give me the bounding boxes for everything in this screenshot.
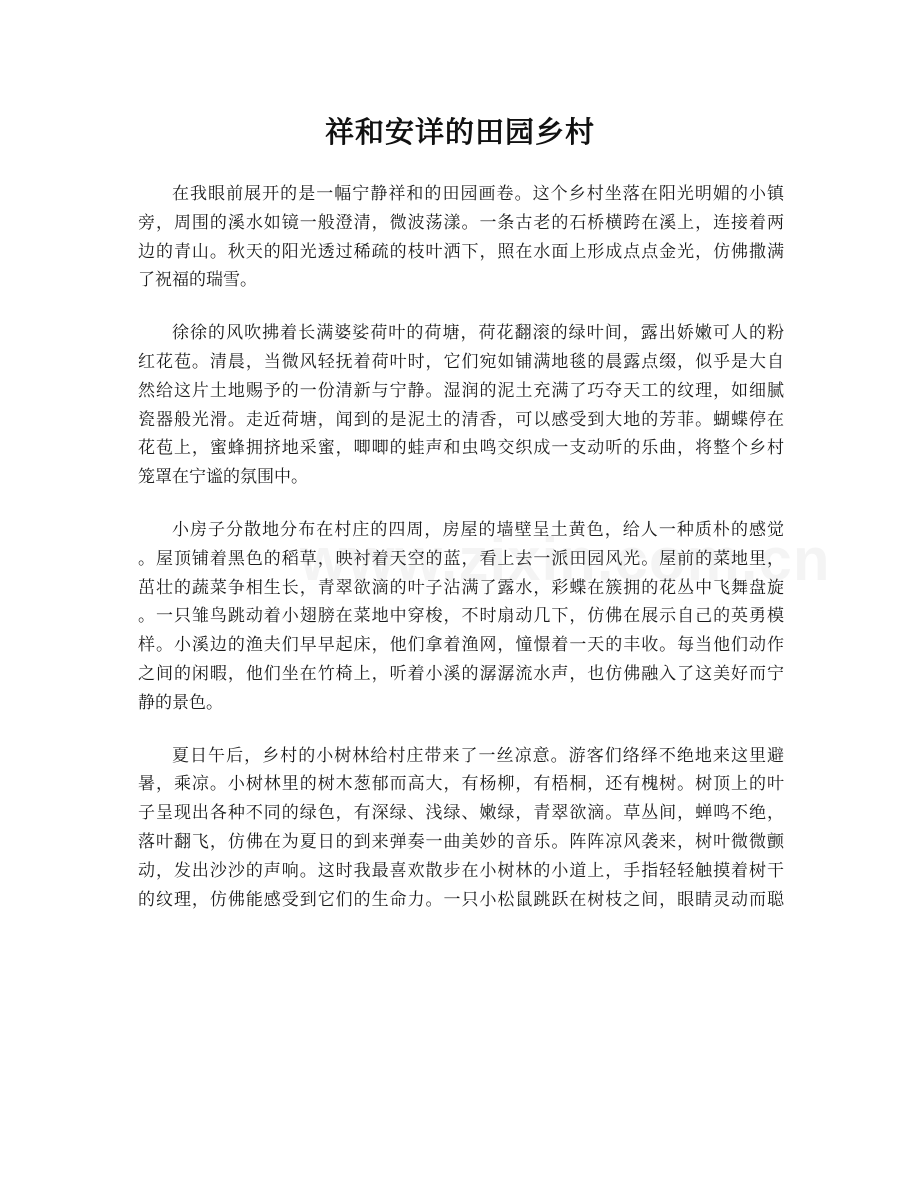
text-line: 夏日午后，乡村的小树林给村庄带来了一丝凉意。游客们络绎不绝地来这里避 xyxy=(172,745,784,766)
text-line: 子呈现出各种不同的绿色，有深绿、浅绿、嫩绿，青翠欲滴。草丛间，蝉鸣不绝， xyxy=(138,803,784,824)
text-line: 然给这片土地赐予的一份清新与宁静。湿润的泥土充满了巧夺天工的纹理，如细腻 xyxy=(138,380,784,401)
text-line: 小房子分散地分布在村庄的四周，房屋的墙壁呈土黄色，给人一种质朴的感觉 xyxy=(172,519,784,540)
paragraph-2 xyxy=(138,319,784,492)
text-line: 旁，周围的溪水如镜一般澄清，微波荡漾。一条古老的石桥横跨在溪上，连接着两 xyxy=(138,212,784,233)
text-line: 样。小溪边的渔夫们早早起床，他们拿着渔网，憧憬着一天的丰收。每当他们动作 xyxy=(138,635,784,656)
text-line: 红花苞。清晨，当微风轻抚着荷叶时，它们宛如铺满地毯的晨露点缀，似乎是大自 xyxy=(138,351,784,372)
paragraph-3 xyxy=(138,516,784,718)
text-line: 了祝福的瑞雪。 xyxy=(138,270,257,291)
text-line: 暑，乘凉。小树林里的树木葱郁而高大，有杨柳，有梧桐，还有槐树。树顶上的叶 xyxy=(138,774,784,795)
text-line: 。一只雏鸟跳动着小翅膀在菜地中穿梭，不时扇动几下，仿佛在展示自己的英勇模 xyxy=(138,606,784,627)
paragraph-4 xyxy=(138,742,784,915)
text-line: 的纹理，仿佛能感受到它们的生命力。一只小松鼠跳跃在树枝之间，眼睛灵动而聪 xyxy=(138,889,784,910)
document-title: 祥和安详的田园乡村 xyxy=(324,115,595,149)
text-line: 静的景色。 xyxy=(138,692,223,713)
text-line: 瓷器般光滑。走近荷塘，闻到的是泥土的清香，可以感受到大地的芳菲。蝴蝶停在 xyxy=(138,409,784,430)
text-line: 落叶翻飞，仿佛在为夏日的到来弹奏一曲美妙的音乐。阵阵凉风袭来，树叶微微颤 xyxy=(138,831,784,852)
document-body xyxy=(138,180,784,938)
text-line: 笼罩在宁谧的氛围中。 xyxy=(138,467,308,488)
text-line: 动，发出沙沙的声响。这时我最喜欢散步在小树林的小道上，手指轻轻触摸着树干 xyxy=(138,860,784,881)
paragraph-1 xyxy=(138,180,784,295)
text-line: 徐徐的风吹拂着长满婆娑荷叶的荷塘，荷花翻滚的绿叶间，露出娇嫩可人的粉 xyxy=(172,323,784,344)
text-line: 花苞上，蜜蜂拥挤地采蜜，唧唧的蛙声和虫鸣交织成一支动听的乐曲，将整个乡村 xyxy=(138,438,784,459)
text-line: 茁壮的蔬菜争相生长，青翠欲滴的叶子沾满了露水，彩蝶在簇拥的花丛中飞舞盘旋 xyxy=(138,577,784,598)
text-line: 之间的闲暇，他们坐在竹椅上，听着小溪的潺潺流水声，也仿佛融入了这美好而宁 xyxy=(138,663,784,684)
text-line: 边的青山。秋天的阳光透过稀疏的枝叶洒下，照在水面上形成点点金光，仿佛撒满 xyxy=(138,241,784,262)
text-line: 。屋顶铺着黑色的稻草，映衬着天空的蓝，看上去一派田园风光。屋前的菜地里， xyxy=(138,548,784,569)
text-line: 在我眼前展开的是一幅宁静祥和的田园画卷。这个乡村坐落在阳光明媚的小镇 xyxy=(172,184,784,204)
